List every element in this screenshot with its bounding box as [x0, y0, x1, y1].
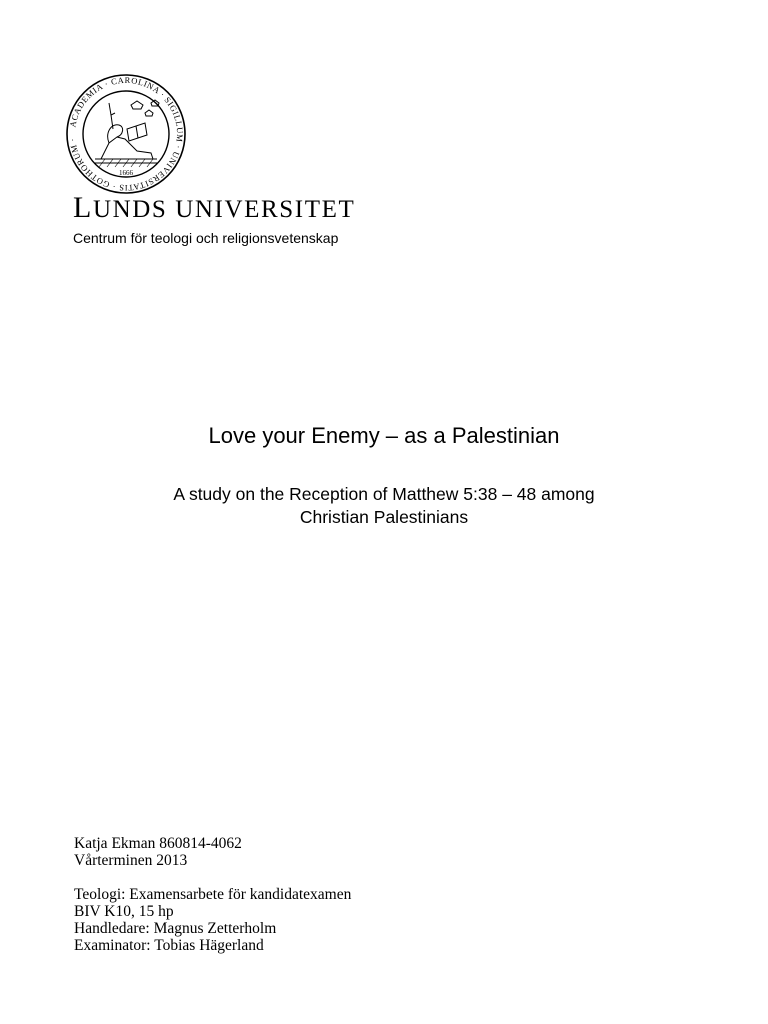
university-seal-logo [65, 73, 187, 195]
wordmark-rest: UNDS UNIVERSITET [92, 196, 356, 223]
course-line: Teologi: Examensarbete för kandidatexamen [74, 886, 352, 903]
seal-year: 1666 [119, 169, 133, 177]
department-name: Centrum för teologi och religionsvetenskap [73, 230, 339, 246]
term-line: Vårterminen 2013 [74, 852, 188, 869]
supervisor-line: Handledare: Magnus Zetterholm [74, 920, 277, 937]
svg-text:ACADEMIA · CAROLINA · SIGILLUM: ACADEMIA · CAROLINA · SIGILLUM · UNIVERSITATIS · GOTHORUM · [67, 74, 186, 194]
examiner-line: Examinator: Tobias Hägerland [74, 937, 264, 954]
level-line: BIV K10, 15 hp [74, 903, 174, 920]
university-wordmark [73, 192, 355, 226]
thesis-title: Love your Enemy – as a Palestinian [208, 423, 560, 448]
thesis-subtitle [0, 483, 768, 529]
author-info-block [74, 835, 351, 954]
subtitle-line-2: Christian Palestinians [299, 507, 469, 527]
spacer [74, 869, 351, 886]
wordmark-initial: L [73, 191, 93, 224]
author-line: Katja Ekman 860814-4062 [74, 835, 242, 852]
subtitle-line-1: A study on the Reception of Matthew 5:38 – 48 among [173, 484, 595, 504]
